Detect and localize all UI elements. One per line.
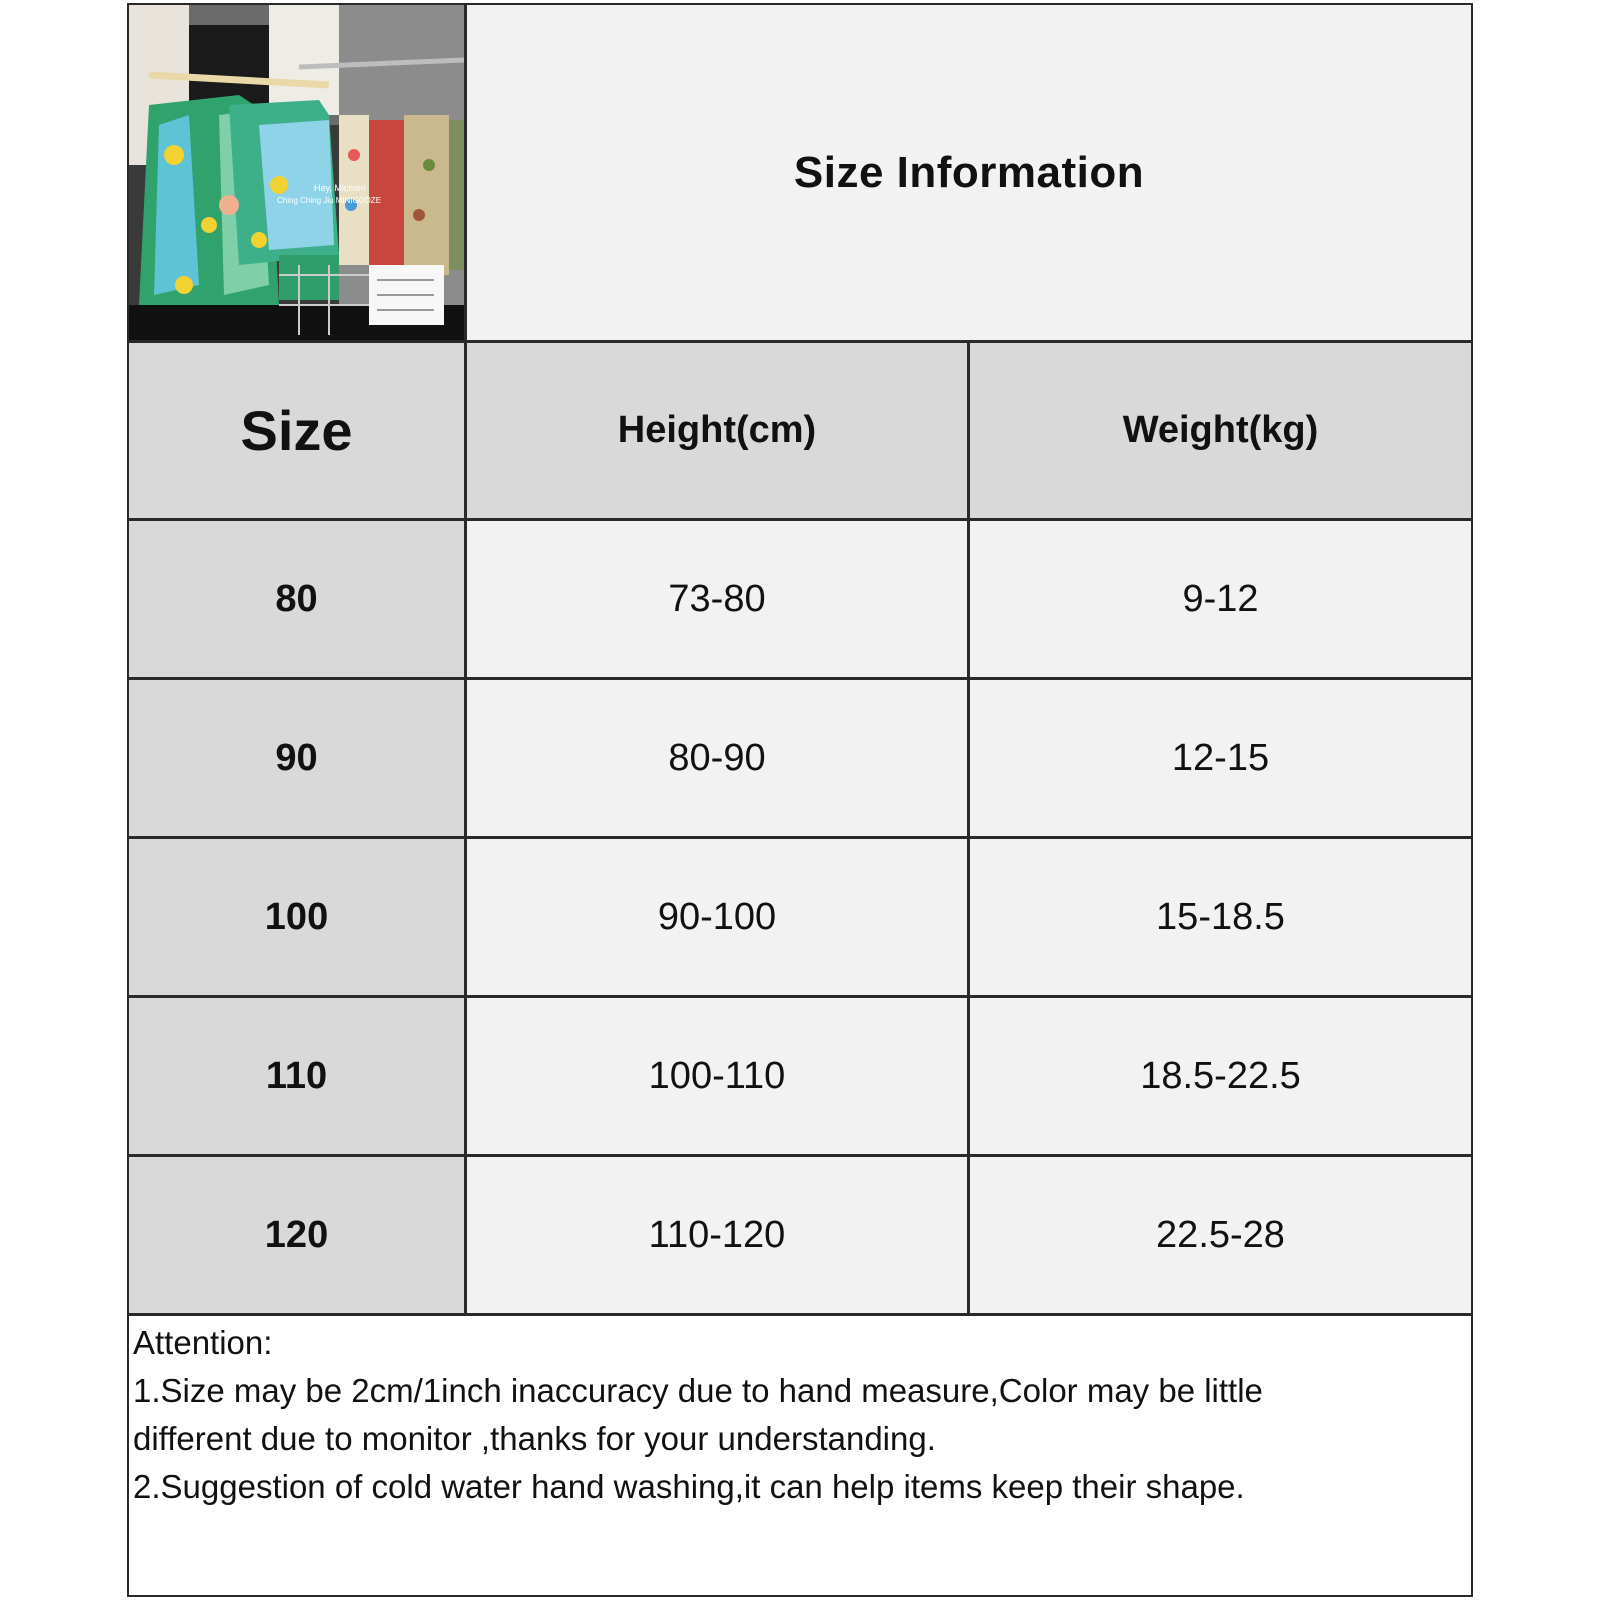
height-value: 73-80 — [467, 521, 970, 677]
size-value: 90 — [129, 680, 467, 836]
height-value: 100-110 — [467, 998, 970, 1154]
table-row — [129, 998, 1471, 1157]
title-cell — [467, 5, 1471, 340]
size-table — [129, 343, 1471, 1316]
page-title: Size Information — [793, 147, 1145, 197]
photo-tag-line2: Ching Ching Jiu MINIGODZE — [277, 196, 382, 205]
header-height: Height(cm) — [467, 343, 970, 518]
notes-line: 1.Size may be 2cm/1inch inaccuracy due to hand measure,Color may be little — [133, 1372, 1263, 1409]
weight-value: 22.5-28 — [970, 1157, 1471, 1313]
product-photo — [129, 5, 467, 340]
table-row — [129, 1157, 1471, 1316]
size-value: 80 — [129, 521, 467, 677]
height-value: 80-90 — [467, 680, 970, 836]
product-photo-illustration — [129, 5, 464, 340]
height-value: 110-120 — [467, 1157, 970, 1313]
size-value: 110 — [129, 998, 467, 1154]
weight-value: 12-15 — [970, 680, 1471, 836]
notes-line: 2.Suggestion of cold water hand washing,it can help items keep their shape. — [133, 1468, 1245, 1505]
height-value: 90-100 — [467, 839, 970, 995]
header-weight: Weight(kg) — [970, 343, 1471, 518]
chart-header — [129, 5, 1471, 343]
notes-line: different due to monitor ,thanks for your understanding. — [133, 1420, 936, 1457]
table-row — [129, 680, 1471, 839]
header-size: Size — [129, 343, 467, 518]
weight-value: 18.5-22.5 — [970, 998, 1471, 1154]
table-row — [129, 839, 1471, 998]
table-header-row — [129, 343, 1471, 521]
size-chart — [127, 3, 1473, 1597]
photo-tag-line1: Hey, Micmeri — [314, 183, 366, 193]
size-value: 100 — [129, 839, 467, 995]
size-value: 120 — [129, 1157, 467, 1313]
weight-value: 15-18.5 — [970, 839, 1471, 995]
table-row — [129, 521, 1471, 680]
weight-value: 9-12 — [970, 521, 1471, 677]
notes-heading: Attention: — [133, 1324, 273, 1361]
attention-notes — [133, 1319, 1463, 1511]
